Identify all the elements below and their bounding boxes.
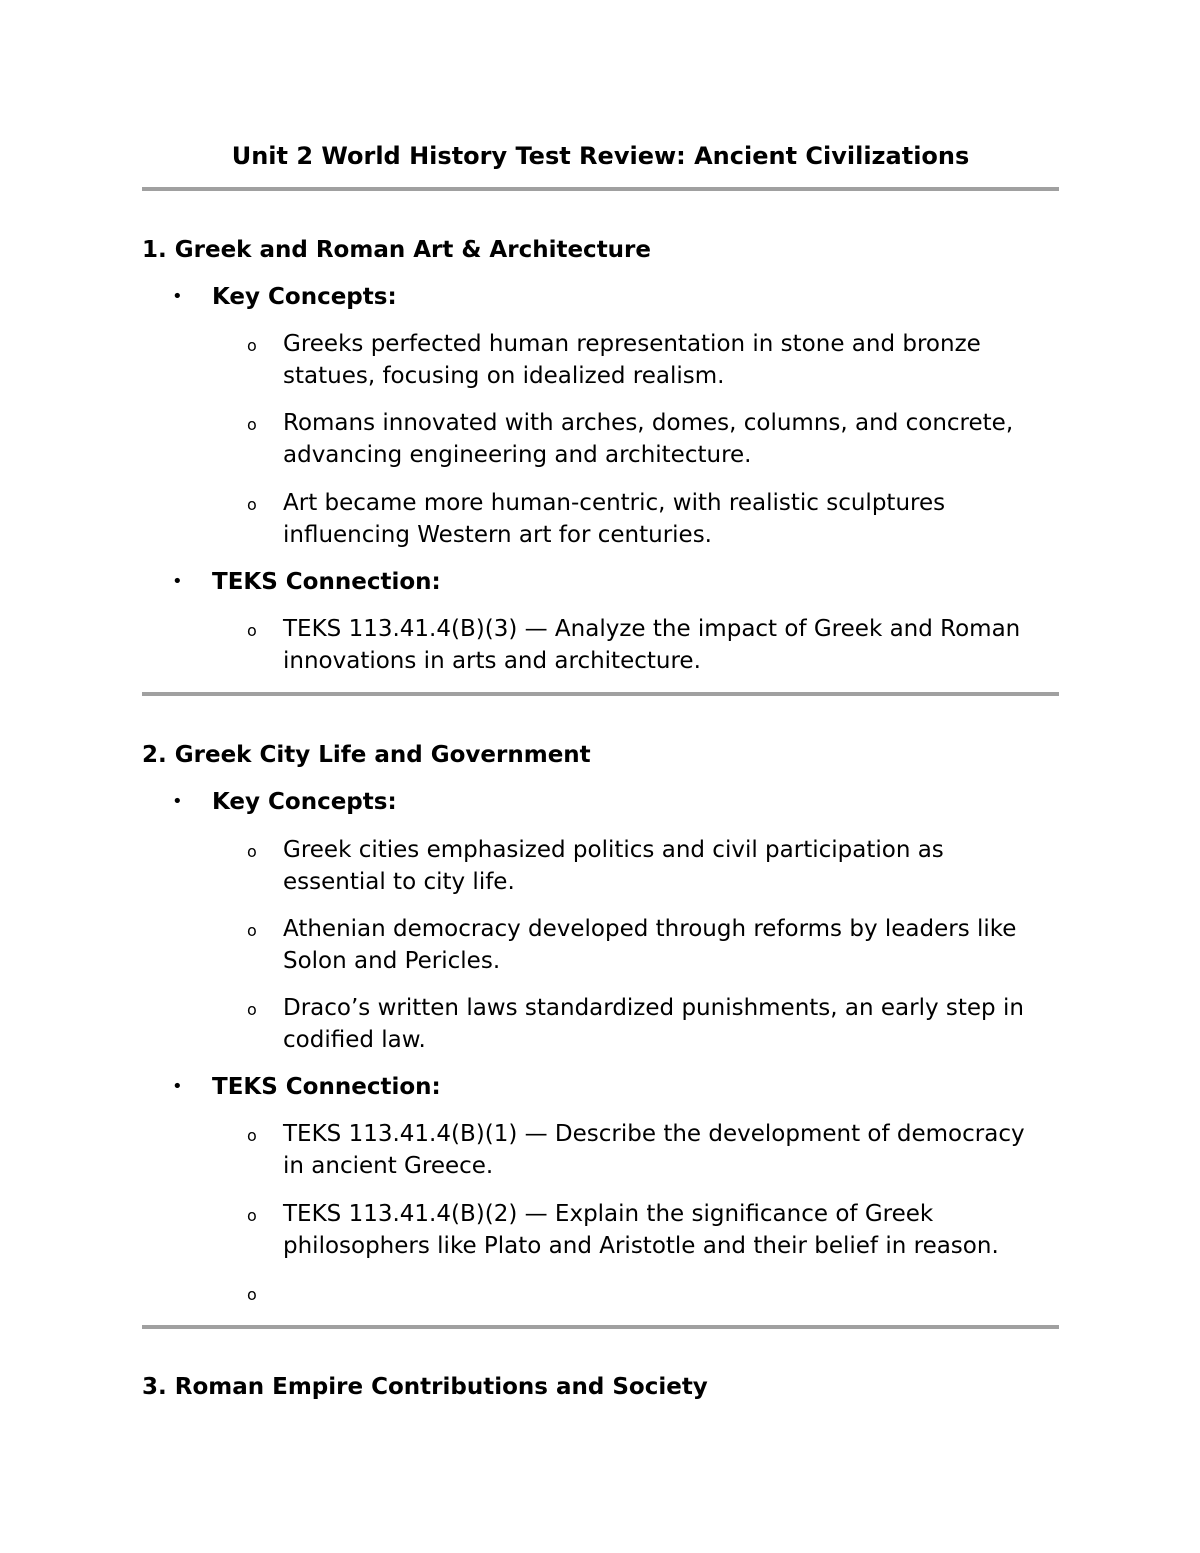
list-item-text: Greeks perfected human representation in stone and bronze statues, focusing on idealized realism. bbox=[283, 331, 981, 389]
sub-bullet-icon: o bbox=[247, 842, 257, 861]
sub-bullet-icon: o bbox=[247, 621, 257, 640]
teks-connection-bullet-1 bbox=[172, 566, 441, 598]
list-item-text: TEKS 113.41.4(B)(2) — Explain the significance of Greek philosophers like Plato and Aristotle and their belief in reason. bbox=[283, 1201, 999, 1259]
horizontal-rule bbox=[142, 187, 1059, 191]
sub-bullet-icon: o bbox=[247, 1126, 257, 1145]
horizontal-rule bbox=[142, 1325, 1059, 1329]
sub-bullet-icon: o bbox=[247, 336, 257, 355]
key-concepts-bullet-1 bbox=[172, 281, 397, 313]
sub-bullet-icon: o bbox=[247, 495, 257, 514]
bullet-icon: • bbox=[172, 1076, 183, 1097]
list-item-text: Athenian democracy developed through reforms by leaders like Solon and Pericles. bbox=[283, 916, 1017, 974]
sub-bullet-icon: o bbox=[247, 1285, 257, 1304]
section-heading-3: 3. Roman Empire Contributions and Society bbox=[142, 1374, 708, 1400]
bullet-icon: • bbox=[172, 571, 183, 592]
key-concepts-label: Key Concepts: bbox=[212, 284, 397, 310]
document-title: Unit 2 World History Test Review: Ancient Civilizations bbox=[231, 142, 970, 170]
sub-bullet-icon: o bbox=[247, 415, 257, 434]
bullet-icon: • bbox=[172, 791, 183, 812]
list-item-text: Romans innovated with arches, domes, columns, and concrete, advancing engineering and architecture. bbox=[283, 410, 1014, 468]
key-concepts-bullet-2 bbox=[172, 786, 397, 818]
list-item-text: Art became more human-centric, with realistic sculptures influencing Western art for centuries. bbox=[283, 490, 946, 548]
teks-connection-label: TEKS Connection: bbox=[212, 569, 441, 595]
sub-bullet-icon: o bbox=[247, 1000, 257, 1019]
horizontal-rule bbox=[142, 692, 1059, 696]
list-item-text: Greek cities emphasized politics and civil participation as essential to city life. bbox=[283, 837, 944, 895]
section-heading-1: 1. Greek and Roman Art & Architecture bbox=[142, 237, 651, 263]
sub-bullet-icon: o bbox=[247, 921, 257, 940]
list-item-text: TEKS 113.41.4(B)(1) — Describe the development of democracy in ancient Greece. bbox=[283, 1121, 1025, 1179]
teks-connection-bullet-2 bbox=[172, 1071, 441, 1103]
sub-bullet-icon: o bbox=[247, 1206, 257, 1225]
bullet-icon: • bbox=[172, 286, 183, 307]
teks-connection-label: TEKS Connection: bbox=[212, 1074, 441, 1100]
section-heading-2: 2. Greek City Life and Government bbox=[142, 742, 591, 768]
key-concepts-label: Key Concepts: bbox=[212, 789, 397, 815]
list-item-text: Draco’s written laws standardized punishments, an early step in codified law. bbox=[283, 995, 1024, 1053]
list-item-text: TEKS 113.41.4(B)(3) — Analyze the impact of Greek and Roman innovations in arts and architecture. bbox=[283, 616, 1021, 674]
